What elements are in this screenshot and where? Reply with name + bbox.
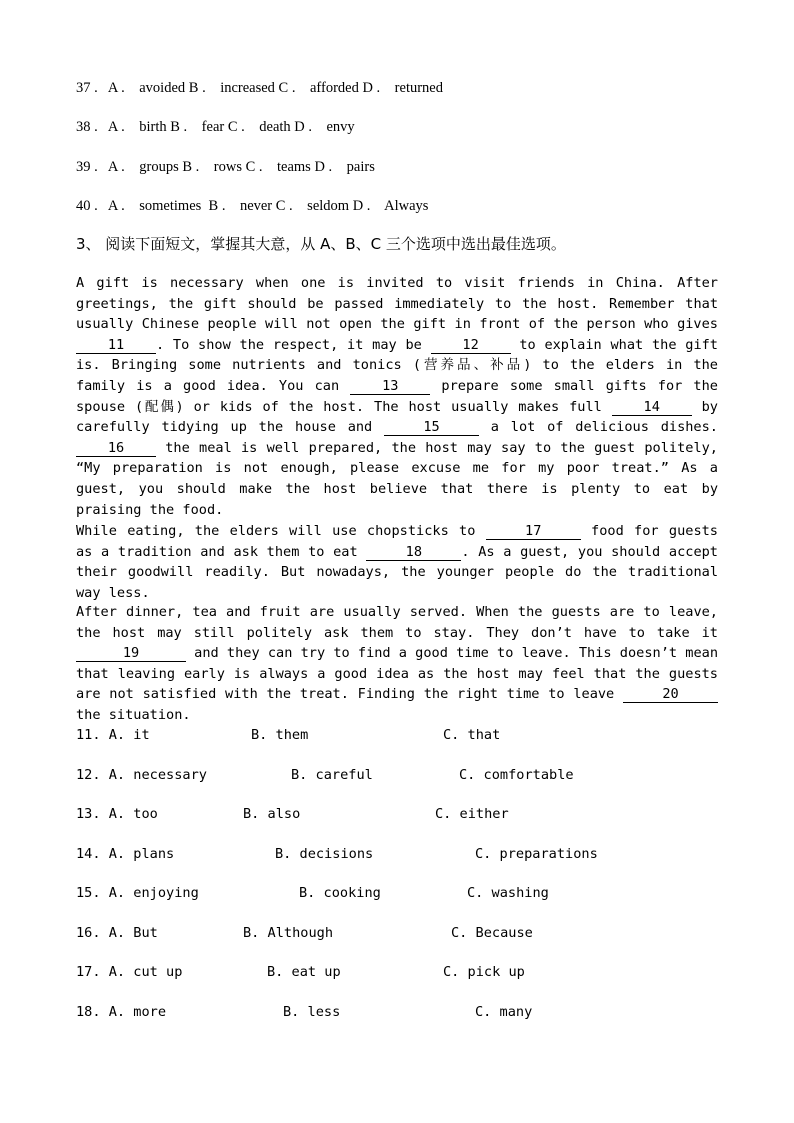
option-a: 16. A. But — [76, 925, 158, 941]
option-a: 15. A. enjoying — [76, 885, 199, 901]
option-c: C. either — [435, 806, 509, 822]
option-line-40: 40 . A . sometimes B . never C . seldom D . Always — [76, 198, 429, 214]
passage-text: and they can try to find a good time to leave. This doesn’t mean that leaving early is always a good idea as the host may feel that the guests are not satisfied with the treat. Finding the right time to leave — [76, 645, 718, 703]
question-18 — [76, 1003, 716, 1021]
passage-text: the situation. — [76, 706, 191, 723]
option-b: B. also — [243, 806, 301, 822]
option-b: B. them — [251, 727, 309, 743]
option-c: C. comfortable — [459, 767, 574, 783]
option-a: 17. A. cut up — [76, 964, 183, 980]
option-a: 18. A. more — [76, 1004, 167, 1020]
blank-11: 11 — [76, 337, 156, 354]
passage-paragraph-2 — [76, 521, 718, 603]
blank-15: 15 — [384, 419, 479, 436]
blank-20: 20 — [623, 686, 718, 703]
passage-text: to explain what the gift is. Bringing some nutrients and tonics (营养品、补品) to the elders in the family is a good idea. You can — [76, 336, 718, 394]
blank-12: 12 — [431, 337, 511, 354]
passage-text: A gift is necessary when one is invited to visit friends in China. After greetings, the gift should be passed immediately to the host. Remember that usually Chinese people will not open the gift in front of the person who gives — [76, 275, 718, 333]
option-a: 13. A. too — [76, 806, 158, 822]
passage-text: food for guests as a tradition and ask them to eat — [76, 523, 718, 560]
option-b: B. careful — [291, 767, 373, 783]
blank-13: 13 — [350, 378, 430, 395]
blank-14: 14 — [612, 399, 692, 416]
passage-text: . To show the respect, it may be — [156, 336, 431, 353]
option-line-39: 39 . A . groups B . rows C . teams D . pairs — [76, 159, 375, 175]
question-14 — [76, 845, 716, 863]
option-b: B. Although — [243, 925, 334, 941]
option-c: C. many — [475, 1004, 533, 1020]
option-c: C. Because — [451, 925, 533, 941]
option-b: B. less — [283, 1004, 341, 1020]
option-a: 12. A. necessary — [76, 767, 207, 783]
option-a: 11. A. it — [76, 727, 150, 743]
question-13 — [76, 805, 716, 823]
question-15 — [76, 884, 716, 902]
blank-16: 16 — [76, 440, 156, 457]
section-heading: 3、 阅读下面短文，掌握其大意，从 A、B、C 三个选项中选出最佳选项。 — [76, 235, 566, 253]
passage-text: by carefully tidying up the house and — [76, 398, 718, 436]
passage-text: . As a guest, you should accept their goodwill readily. But nowadays, the younger people do the traditional way less. — [76, 543, 718, 601]
option-line-38: 38 . A . birth B . fear C . death D . envy — [76, 119, 355, 135]
question-17 — [76, 963, 716, 981]
question-11 — [76, 726, 716, 744]
option-b: B. eat up — [267, 964, 341, 980]
option-line-37: 37 . A . avoided B . increased C . afforded D . returned — [76, 80, 443, 96]
option-b: B. decisions — [275, 846, 374, 862]
question-16 — [76, 924, 716, 942]
option-b: B. cooking — [299, 885, 381, 901]
passage-paragraph-1 — [76, 273, 718, 520]
passage-text: a lot of delicious dishes. — [479, 419, 718, 436]
question-12 — [76, 766, 716, 784]
passage-text: the meal is well prepared, the host may say to the guest politely, “My preparation is not enough, please excuse me for my poor treat.” As a guest, you should make the host believe that there is plenty to eat by praising the food. — [76, 439, 718, 518]
option-c: C. that — [443, 727, 501, 743]
option-c: C. washing — [467, 885, 549, 901]
option-a: 14. A. plans — [76, 846, 175, 862]
option-c: C. pick up — [443, 964, 525, 980]
passage-text: After dinner, tea and fruit are usually served. When the guests are to leave, the host may still politely ask them to stay. They don’t have to take it — [76, 604, 718, 641]
passage-text: prepare some small gifts for the spouse (配偶) or kids of the host. The host usually makes full — [76, 377, 718, 415]
blank-18: 18 — [366, 544, 461, 561]
passage-text: While eating, the elders will use chopsticks to — [76, 523, 486, 539]
blank-17: 17 — [486, 523, 581, 540]
passage-paragraph-3 — [76, 602, 718, 726]
blank-19: 19 — [76, 645, 186, 662]
option-c: C. preparations — [475, 846, 598, 862]
